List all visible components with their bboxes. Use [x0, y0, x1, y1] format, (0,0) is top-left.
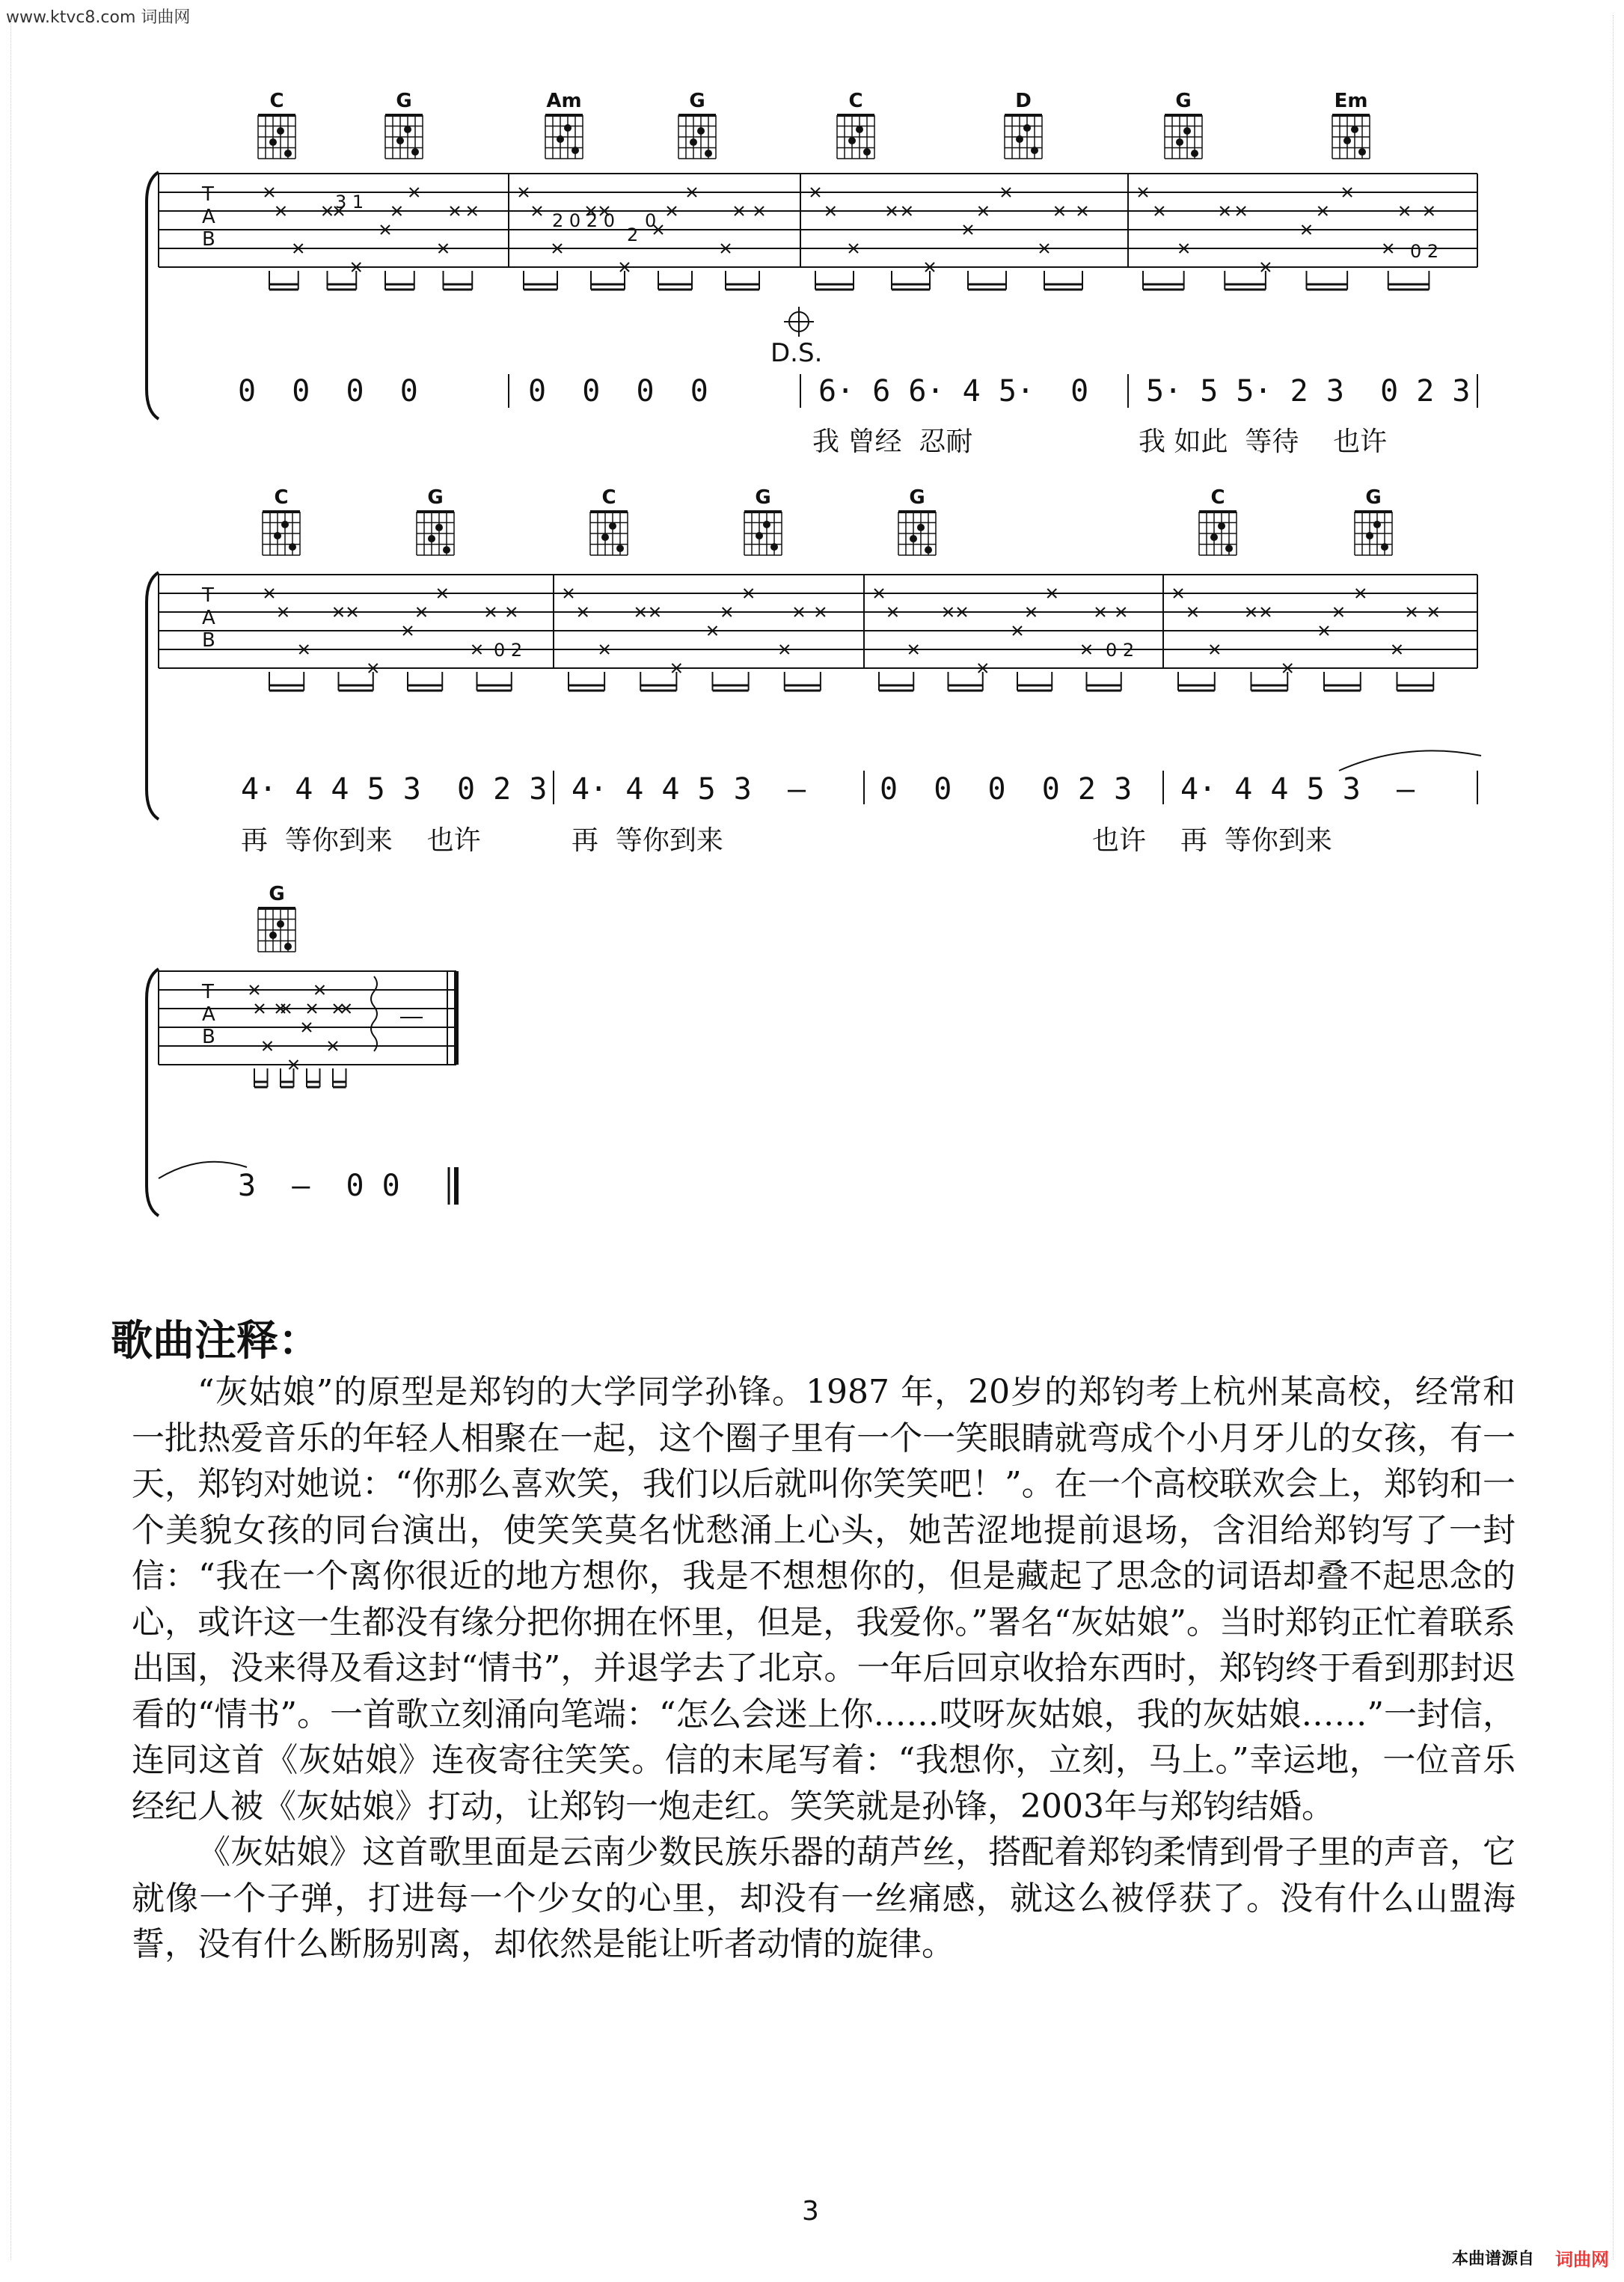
chord-diagram: [582, 486, 636, 557]
chord-name: Am: [546, 90, 582, 112]
svg-text:A: A: [202, 1003, 215, 1026]
tab-fret-numbers: 0 2: [1106, 640, 1135, 661]
chord-diagram: [1191, 486, 1245, 557]
chord-name: G: [755, 486, 771, 509]
svg-text:A: A: [202, 206, 215, 228]
chord-name: G: [909, 486, 925, 509]
chord-diagram: [829, 90, 883, 160]
chord-diagram: [890, 486, 944, 557]
jianpu-measure: 4· 4 4 5 3 –: [572, 772, 806, 807]
chord-diagram: [670, 90, 724, 160]
jianpu-measure: 3 – 0 0: [238, 1169, 400, 1203]
chord-diagram: [250, 883, 304, 953]
chord-name: C: [269, 90, 284, 112]
tab-fret-numbers: 0 2: [1410, 241, 1439, 262]
lyric-line: 再 等你到来: [572, 825, 723, 856]
chord-name: C: [1210, 486, 1225, 509]
footer-logo: 词曲网: [1555, 2249, 1609, 2270]
jianpu-measure: 5· 5 5· 2 3 0 2 3: [1146, 374, 1471, 409]
jianpu-measure: 0 0 0 0: [528, 374, 708, 409]
tab-fret-numbers: 0: [645, 210, 657, 231]
site-url: www.ktvc8.com 词曲网: [6, 8, 191, 27]
svg-text:B: B: [202, 228, 215, 251]
chord-diagram: [537, 90, 591, 160]
tab-fret-numbers: 2: [627, 224, 639, 245]
chord-name: D: [1015, 90, 1032, 112]
chord-diagram: [996, 90, 1050, 160]
chord-name: G: [396, 90, 412, 112]
svg-text:B: B: [202, 629, 215, 652]
chord-name: Em: [1334, 90, 1368, 112]
lyric-line: 也许: [1092, 825, 1147, 856]
footer-source-label: 本曲谱源自: [1451, 2250, 1534, 2269]
chord-name: G: [689, 90, 705, 112]
tab-fret-numbers: 2 0 2 0: [552, 210, 615, 231]
chord-name: G: [1365, 486, 1382, 509]
jianpu-measure: 4· 4 4 5 3 –: [1180, 772, 1415, 807]
chord-diagram: [250, 90, 304, 160]
jianpu-measure: 0 0 0 0: [238, 374, 418, 409]
chord-name: C: [601, 486, 616, 509]
svg-text:T: T: [202, 981, 214, 1003]
jianpu-measure: 4· 4 4 5 3 0 2 3: [241, 772, 548, 807]
chord-diagram: [408, 486, 462, 557]
svg-text:T: T: [202, 584, 214, 607]
chord-name: G: [427, 486, 444, 509]
chord-name: C: [274, 486, 289, 509]
jianpu-measure: 6· 6 6· 4 5· 0: [818, 374, 1089, 409]
lyric-line: 再 等你到来 也许: [241, 825, 481, 856]
chord-diagram: [254, 486, 308, 557]
svg-text:T: T: [202, 183, 214, 206]
svg-text:B: B: [202, 1026, 215, 1048]
chord-name: G: [1175, 90, 1192, 112]
chord-diagram: [377, 90, 431, 160]
chord-diagram: [1346, 486, 1400, 557]
chord-name: G: [269, 883, 285, 905]
chord-diagram: [1324, 90, 1378, 160]
notes-paragraph: “灰姑娘”的原型是郑钧的大学同学孙锋。1987 年，20岁的郑钧考上杭州某高校，经常和一批热爱音乐的年轻人相聚在一起，这个圈子里有一个一笑眼睛就弯成个小月牙儿的女孩，有一天，郑钧对她说：“你那么喜欢笑，我们以后就叫你笑笑吧！”。在一个高校联欢会上，郑钧和一个美貌女孩的同台演出，使笑笑莫名忧愁涌上心头，她苦涩地提前退场，含泪给郑钧写了一封信：“我在一个离你很近的地方想你，我是不想想你的，但是藏起了思念的词语却叠不起思念的心，或许这一生都没有缘分把你拥在怀里，但是，我爱你。”署名“灰姑娘”。当时郑钧正忙着联系出国，没来得及看这封“情书”，并退学去了北京。一年后回京收拾东西时，郑钧终于看到那封迟看的“情书”。一首歌立刻涌向笔端：“怎么会迷上你……哎呀灰姑娘，我的灰姑娘……”一封信，连同这首《灰姑娘》连夜寄往笑笑。信的末尾写着：“我想你，立刻，马上。”幸运地，一位音乐经纪人被《灰姑娘》打动，让郑钧一炮走红。笑笑就是孙锋，2003年与郑钧结婚。: [132, 1373, 1516, 1826]
chord-diagram: [736, 486, 790, 557]
jianpu-measure: 0 0 0 0 2 3: [880, 772, 1133, 807]
chord-diagram: [1156, 90, 1210, 160]
ds-marker: D.S.: [770, 338, 823, 368]
svg-text:A: A: [202, 607, 215, 629]
notes-heading: 歌曲注释：: [111, 1316, 320, 1365]
notes-body: [132, 1369, 1516, 1968]
page-number: 3: [802, 2196, 819, 2227]
tab-fret-numbers: 0 2: [494, 640, 523, 661]
lyric-line: 我 曾经 忍耐: [812, 426, 973, 457]
notes-paragraph: 《灰姑娘》这首歌里面是云南少数民族乐器的葫芦丝，搭配着郑钧柔情到骨子里的声音，它就像一个子弹，打进每一个少女的心里，却没有一丝痛感，就这么被俘获了。没有什么山盟海誓，没有什么断肠别离，却依然是能让听者动情的旋律。: [132, 1833, 1516, 1963]
tab-fret-numbers: 3 1: [335, 192, 364, 212]
lyric-line: 我 如此 等待 也许: [1139, 426, 1388, 457]
chord-name: C: [848, 90, 863, 112]
lyric-line: 再 等你到来: [1180, 825, 1332, 856]
